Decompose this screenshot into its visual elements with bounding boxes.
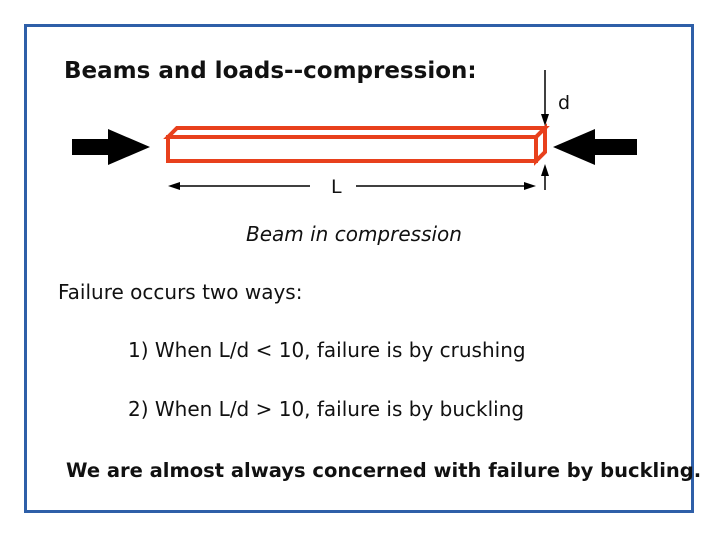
failure-item-crushing: 1) When L/d < 10, failure is by crushing bbox=[128, 338, 526, 362]
depth-label: d bbox=[558, 92, 571, 114]
conclusion: We are almost always concerned with failure by buckling. bbox=[66, 459, 702, 482]
slide-title: Beams and loads--compression: bbox=[64, 58, 477, 84]
length-dimension bbox=[168, 182, 536, 190]
beam-front-face bbox=[168, 137, 536, 161]
diagram-caption: Beam in compression bbox=[246, 222, 462, 246]
beam bbox=[168, 128, 545, 161]
length-label: L bbox=[331, 176, 342, 198]
failure-item-buckling: 2) When L/d > 10, failure is by buckling bbox=[128, 397, 525, 421]
failure-intro: Failure occurs two ways: bbox=[58, 280, 303, 304]
right-load-arrow bbox=[553, 129, 637, 165]
beam-end-face bbox=[536, 128, 545, 161]
left-load-arrow bbox=[72, 129, 150, 165]
